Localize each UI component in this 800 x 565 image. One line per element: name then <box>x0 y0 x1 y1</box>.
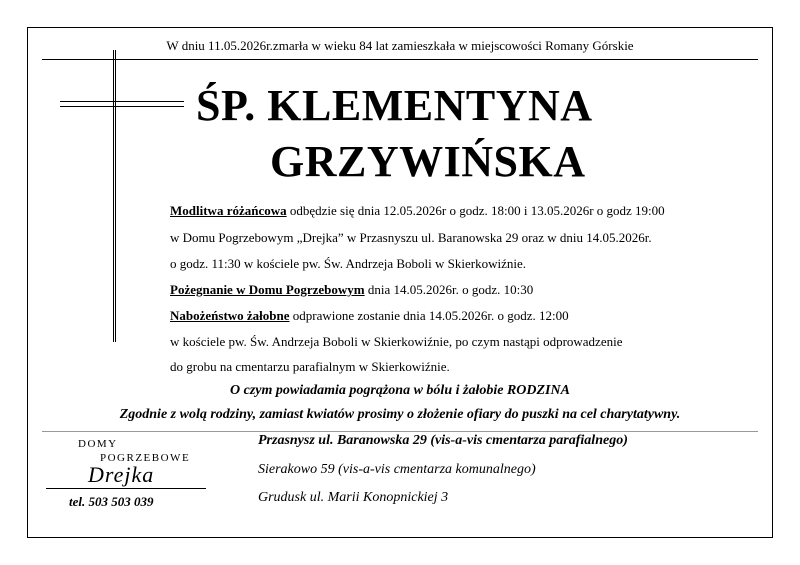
rosary-label: Modlitwa różańcowa <box>170 203 287 218</box>
donation-request: Zgodnie z wolą rodziny, zamiast kwiatów prosimy o złożenie ofiary do puszki na cel charytatywny. <box>119 407 681 422</box>
address-grudusk: Grudusk ul. Marii Konopnickiej 3 <box>258 490 449 505</box>
body-line-3: o godz. 11:30 w kościele pw. Św. Andrzeja Boboli w Skierkowiźnie. <box>170 256 526 271</box>
service-text: odprawione zostanie dnia 14.05.2026r. o godz. 12:00 <box>289 308 569 323</box>
address-przasnysz: Przasnysz ul. Baranowska 29 (vis-a-vis cmentarza parafialnego) <box>258 433 628 448</box>
cross-horizontal-icon <box>60 101 184 107</box>
cross-vertical-icon <box>113 50 116 342</box>
logo-domy: DOMY <box>78 438 118 450</box>
logo-underline <box>46 488 206 489</box>
phone-number: tel. 503 503 039 <box>69 494 154 509</box>
farewell-label: Pożegnanie w Domu Pogrzebowym <box>170 282 365 297</box>
address-sierakowo: Sierakowo 59 (vis-a-vis cmentarza komunalnego) <box>258 462 536 477</box>
logo-pogrzebowe: POGRZEBOWE <box>100 452 191 464</box>
deceased-name-line1: ŚP. KLEMENTYNA <box>196 81 593 130</box>
body-line-6: w kościele pw. Św. Andrzeja Boboli w Skierkowiźnie, po czym nastąpi odprowadzenie <box>170 334 623 349</box>
footer-divider <box>42 431 758 432</box>
rosary-line <box>170 203 665 219</box>
family-notice: O czym powiadamia pogrążona w bólu i żałobie RODZINA <box>230 383 570 398</box>
death-notice-header: W dniu 11.05.2026r.zmarła w wieku 84 lat zamieszkała w miejscowości Romany Górskie <box>166 38 634 53</box>
farewell-line <box>170 282 533 298</box>
body-line-7: do grobu na cmentarzu parafialnym w Skierkowiźnie. <box>170 359 450 374</box>
logo-name: Drejka <box>88 462 155 487</box>
header-divider <box>42 59 758 60</box>
farewell-text: dnia 14.05.2026r. o godz. 10:30 <box>364 282 534 297</box>
service-label: Nabożeństwo żałobne <box>170 308 290 323</box>
deceased-name-line2: GRZYWIŃSKA <box>270 137 586 186</box>
body-line-2: w Domu Pogrzebowym „Drejka” w Przasnyszu ul. Baranowska 29 oraz w dniu 14.05.2026r. <box>170 230 652 245</box>
rosary-text: odbędzie się dnia 12.05.2026r o godz. 18:00 i 13.05.2026r o godz 19:00 <box>286 203 665 218</box>
service-line <box>170 308 569 324</box>
